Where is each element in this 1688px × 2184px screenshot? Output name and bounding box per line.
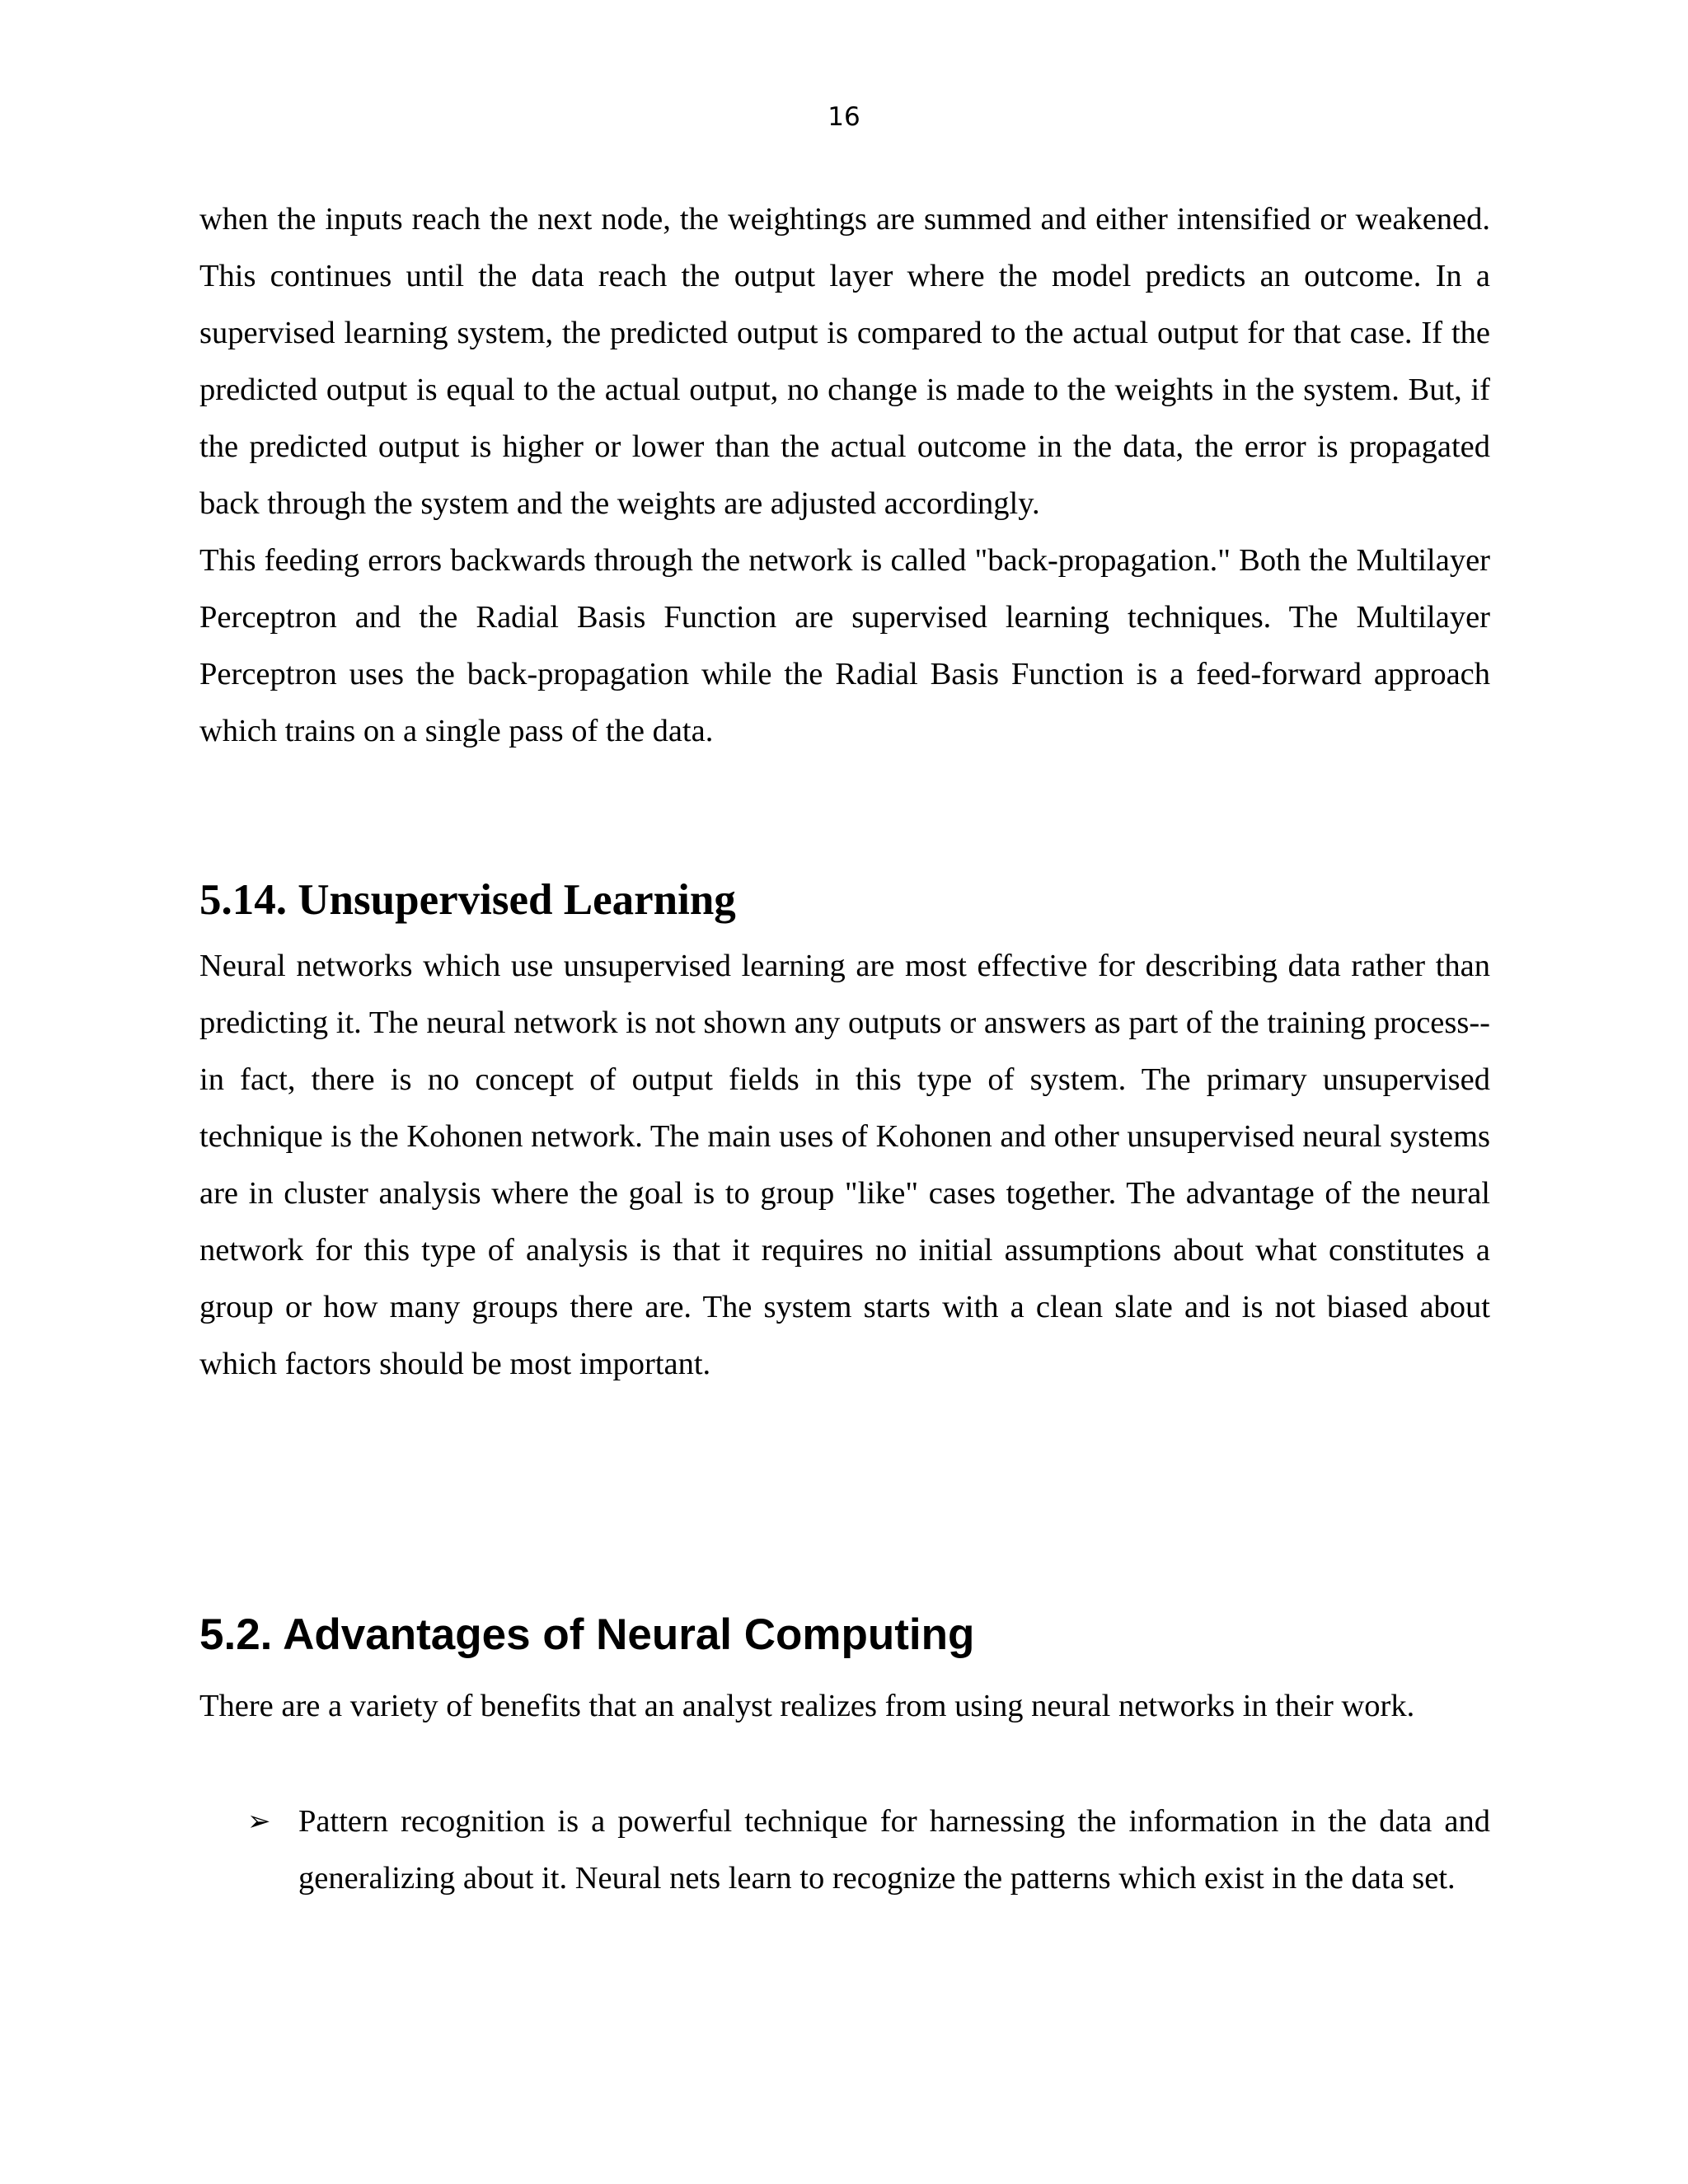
paragraph-back-propagation: This feeding errors backwards through the network is called "back-propagation." Both the Multilayer Perceptron and the Radial Basis Function are supervised learning techniques. The Multilayer Perceptron uses the back-propagation while the Radial Basis Function is a feed-forward approach which trains on a single pass of the data. xyxy=(199,543,1490,748)
advantages-bullet-list xyxy=(247,1793,1490,1907)
intro-text-block xyxy=(199,191,1490,760)
paragraph-advantages-intro: There are a variety of benefits that an analyst realizes from using neural networks in their work. xyxy=(199,1689,1415,1723)
bullet-text-pattern-recognition: Pattern recognition is a powerful technique for harnessing the information in the data and generalizing about it. Neural nets learn to recognize the patterns which exist in the data set. xyxy=(298,1804,1490,1896)
page-number: 16 xyxy=(828,102,860,132)
arrowhead-bullet-icon: ➢ xyxy=(247,1805,271,1838)
section-heading-advantages: 5.2. Advantages of Neural Computing xyxy=(199,1610,975,1659)
section-heading-unsupervised-learning: 5.14. Unsupervised Learning xyxy=(199,876,736,924)
section-advantages-neural-computing xyxy=(199,1609,1490,1735)
paragraph-supervised-learning: when the inputs reach the next node, the weightings are summed and either intensified or weakened. This continues until the data reach the output layer where the model predicts an outcome. In a supervised learning system, the predicted output is compared to the actual output for that case. If the predicted output is equal to the actual output, no change is made to the weights in the system. But, if the predicted output is higher or lower than the actual outcome in the data, the error is propagated back through the system and the weights are adjusted accordingly. xyxy=(199,202,1490,521)
section-unsupervised-learning xyxy=(199,874,1490,1393)
paragraph-unsupervised-learning: Neural networks which use unsupervised learning are most effective for describing data rather than predicting it. The neural network is not shown any outputs or answers as part of the training process--in fact, there is no concept of output fields in this type of system. The primary unsupervised technique is the Kohonen network. The main uses of Kohonen and other unsupervised neural systems are in cluster analysis where the goal is to group "like" cases together. The advantage of the neural network for this type of analysis is that it requires no initial assumptions about what constitutes a group or how many groups there are. The system starts with a clean slate and is not biased about which factors should be most important. xyxy=(199,949,1490,1381)
list-item xyxy=(247,1793,1490,1907)
